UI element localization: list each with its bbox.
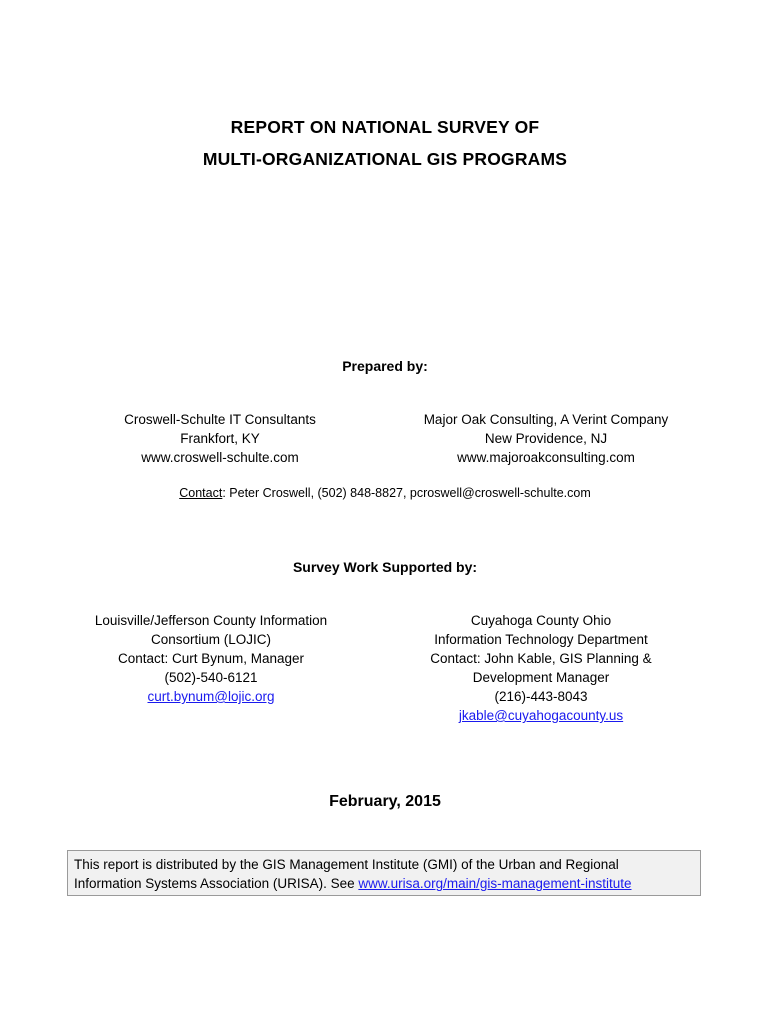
contact-label: Contact [179, 486, 223, 500]
report-title-line2: MULTI-ORGANIZATIONAL GIS PROGRAMS [202, 149, 568, 169]
report-date: February, 2015 [329, 793, 441, 810]
preparer-right-org: Major Oak Consulting, A Verint Company [423, 412, 669, 427]
preparer-left-org: Croswell-Schulte IT Consultants [124, 412, 316, 427]
report-title-line1: REPORT ON NATIONAL SURVEY OF [230, 117, 540, 137]
supporter-left [70, 611, 352, 706]
preparer-left [90, 410, 350, 467]
supporter-left-line1: Louisville/Jefferson County Information [94, 613, 328, 628]
distribution-notice [67, 850, 701, 896]
supporter-right-email-link[interactable]: jkable@cuyahogacounty.us [458, 708, 624, 723]
supporter-right-phone: (216)-443-8043 [494, 689, 588, 704]
supporter-left-contact: Contact: Curt Bynum, Manager [117, 651, 305, 666]
supporter-left-phone: (502)-540-6121 [164, 670, 258, 685]
preparer-left-web: www.croswell-schulte.com [141, 450, 299, 465]
notice-line2-text: Information Systems Association (URISA). See [74, 876, 359, 891]
supporter-right-contact: Contact: John Kable, GIS Planning & [430, 651, 652, 666]
preparer-right-web: www.majoroakconsulting.com [457, 450, 635, 465]
supporter-right-title: Development Manager [472, 670, 610, 685]
supporter-left-line2: Consortium (LOJIC) [150, 632, 272, 647]
supporter-right-line1: Cuyahoga County Ohio [470, 613, 612, 628]
supporter-left-email-link[interactable]: curt.bynum@lojic.org [147, 689, 275, 704]
supporter-right-line2: Information Technology Department [434, 632, 648, 647]
notice-line2 [74, 874, 700, 893]
preparer-right-location: New Providence, NJ [484, 431, 608, 446]
supporter-right [405, 611, 677, 725]
supported-by-heading: Survey Work Supported by: [292, 559, 478, 575]
preparer-right [396, 410, 696, 467]
gmi-website-link[interactable]: www.urisa.org/main/gis-management-institute [358, 876, 632, 891]
notice-line1: This report is distributed by the GIS Management Institute (GMI) of the Urban and Regional [74, 857, 619, 872]
prepared-by-heading: Prepared by: [342, 358, 428, 374]
contact-details: : Peter Croswell, (502) 848-8827, pcroswell@croswell-schulte.com [222, 486, 591, 500]
preparer-contact [0, 486, 770, 500]
preparer-left-location: Frankfort, KY [180, 431, 260, 446]
